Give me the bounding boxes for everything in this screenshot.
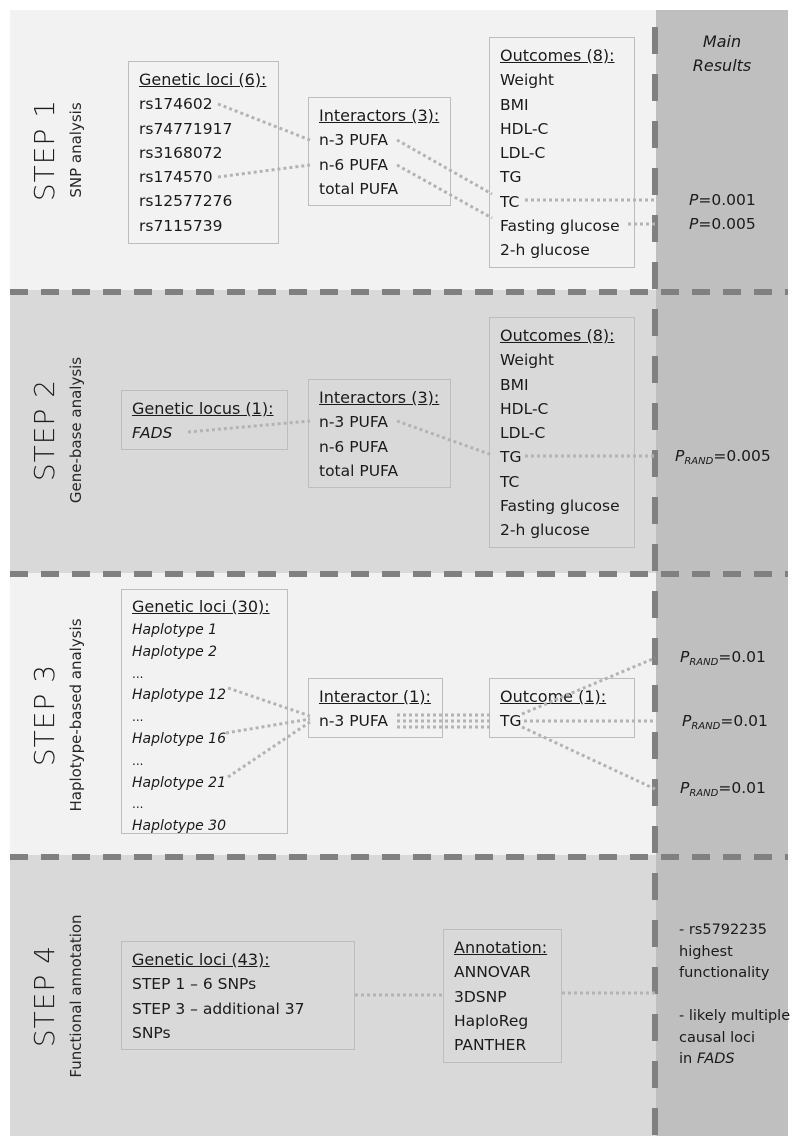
p-label: P (680, 779, 690, 797)
outcome-item: 2-h glucose (500, 521, 590, 540)
p-subscript: RAND (684, 456, 714, 467)
ellipsis: ... (132, 666, 144, 681)
outcome-item: BMI (500, 95, 529, 114)
result-line-prefix: in (679, 1051, 697, 1067)
result-line: highest (679, 943, 733, 960)
annotation-tool: ANNOVAR (454, 963, 531, 982)
outcome-item: TC (500, 472, 520, 491)
haplotype-item: Haplotype 16 (132, 730, 226, 747)
connector (228, 688, 310, 716)
dashed-dividers (10, 10, 791, 1136)
p-subscript: RAND (689, 657, 719, 668)
step2-subtitle: Gene-base analysis (67, 356, 85, 504)
haplotype-item: Haplotype 12 (132, 687, 226, 704)
annotation-tool: 3DSNP (454, 987, 507, 1006)
connector (522, 727, 655, 789)
outcome-item: TC (500, 192, 520, 211)
p-value: =0.005 (713, 447, 771, 465)
interactor-item: total PUFA (319, 461, 399, 480)
interactor-item: n-3 PUFA (319, 413, 388, 432)
step4-title: STEP 4 (28, 944, 61, 1048)
connector (397, 165, 492, 218)
outcome-item: BMI (500, 375, 529, 394)
connector (397, 140, 492, 194)
outcome-item: 2-h glucose (500, 241, 590, 260)
p-value: =0.01 (718, 779, 766, 797)
dotted-connectors (188, 104, 655, 995)
haplotype-item: Haplotype 21 (132, 774, 226, 791)
locus-item: rs3168072 (139, 143, 223, 162)
locus-item: SNPs (132, 1023, 171, 1042)
connector (522, 658, 655, 714)
connector (218, 104, 310, 140)
locus-item: rs174570 (139, 168, 213, 187)
connector (188, 421, 310, 432)
step1-title: STEP 1 (28, 98, 61, 202)
box-header: Outcomes (8): (500, 46, 615, 65)
main-results-heading-line2: Results (692, 56, 752, 75)
p-value: =0.001 (698, 191, 756, 209)
gene-name: FADS (696, 1051, 735, 1067)
interactor-item: n-3 PUFA (319, 712, 388, 731)
haplotype-item: Haplotype 1 (132, 622, 218, 638)
p-value: =0.01 (718, 648, 766, 666)
outcome-item: LDL-C (500, 424, 546, 443)
locus-item: FADS (132, 424, 173, 443)
box-header: Interactors (3): (319, 388, 440, 407)
box-header: Interactors (3): (319, 106, 440, 125)
result-line: - rs5792235 (679, 922, 767, 938)
step3-subtitle: Haplotype-based analysis (67, 618, 85, 812)
p-value: =0.01 (720, 712, 768, 730)
main-results-heading-line1: Main (702, 32, 742, 51)
box-header: Annotation: (454, 938, 548, 957)
haplotype-item: Haplotype 2 (132, 643, 218, 660)
box-header: Outcomes (8): (500, 326, 615, 345)
step1-subtitle: SNP analysis (67, 102, 85, 198)
result-line: - likely multiple (679, 1008, 791, 1024)
p-value: =0.005 (698, 215, 756, 233)
outcome-item: Fasting glucose (500, 497, 620, 516)
interactor-item: n-3 PUFA (319, 131, 388, 150)
ellipsis: ... (132, 753, 144, 768)
outcome-item: Weight (500, 71, 555, 90)
annotation-tool: PANTHER (454, 1036, 527, 1055)
p-label: P (682, 712, 692, 730)
ellipsis: ... (132, 797, 144, 812)
interactor-item: n-6 PUFA (319, 155, 388, 174)
haplotype-item: Haplotype 30 (132, 818, 226, 835)
outcome-item: TG (500, 712, 522, 731)
interactor-item: n-6 PUFA (319, 437, 388, 456)
p-label: P (689, 215, 699, 233)
box-header: Genetic loci (6): (139, 70, 267, 89)
interactor-item: total PUFA (319, 179, 399, 198)
box-header: Genetic locus (1): (132, 399, 274, 418)
step2-title: STEP 2 (28, 378, 61, 482)
box-header: Outcome (1): (500, 687, 607, 706)
p-subscript: RAND (691, 721, 721, 732)
step4-subtitle: Functional annotation (67, 914, 85, 1078)
ellipsis: ... (132, 710, 144, 725)
connector (226, 719, 310, 733)
p-label: P (675, 447, 685, 465)
locus-item: rs7115739 (139, 216, 223, 235)
outcome-item: Weight (500, 351, 555, 370)
outcome-item: HDL-C (500, 399, 549, 418)
connector (218, 165, 310, 177)
p-label: P (680, 648, 690, 666)
connector (397, 421, 492, 455)
p-subscript: RAND (689, 788, 719, 799)
box-header: Genetic loci (43): (132, 950, 270, 969)
outcome-item: LDL-C (500, 144, 546, 163)
outcome-item: TG (500, 448, 522, 467)
locus-item: rs174602 (139, 95, 213, 114)
locus-item: STEP 1 – 6 SNPs (132, 975, 257, 994)
locus-item: STEP 3 – additional 37 (132, 999, 305, 1018)
locus-item: rs12577276 (139, 192, 233, 211)
outcome-item: HDL-C (500, 119, 549, 138)
locus-item: rs74771917 (139, 119, 233, 138)
result-line: causal loci (679, 1029, 756, 1046)
step3-title: STEP 3 (28, 663, 61, 767)
box-header: Interactor (1): (319, 687, 431, 706)
box-header: Genetic loci (30): (132, 597, 270, 616)
outcome-item: Fasting glucose (500, 217, 620, 236)
p-label: P (689, 191, 699, 209)
annotation-tool: HaploReg (454, 1011, 529, 1030)
outcome-item: TG (500, 168, 522, 187)
result-line: functionality (679, 965, 770, 981)
